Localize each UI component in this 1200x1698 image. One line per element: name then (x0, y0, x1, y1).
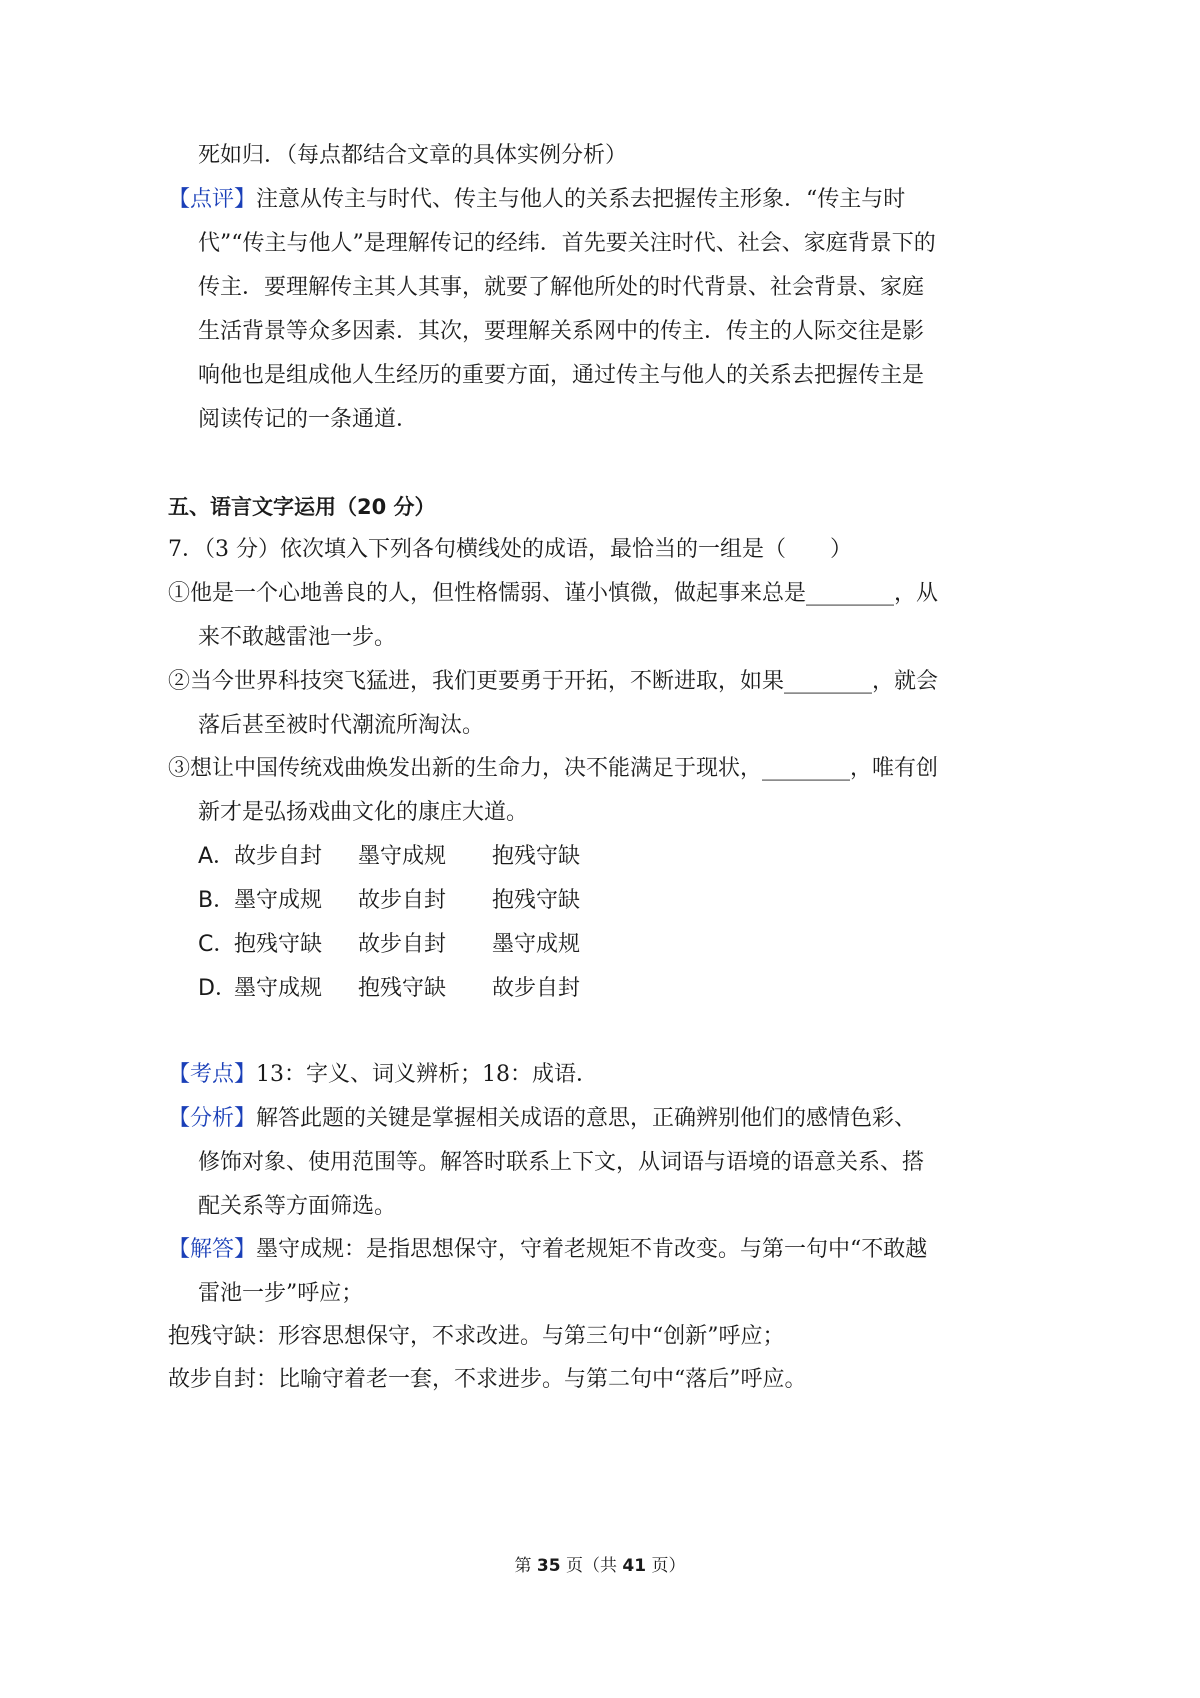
kaodian-line (168, 1051, 598, 1099)
intro-line: 死如归．（每点都结合文章的具体实例分析） (198, 143, 628, 168)
option-a (198, 833, 580, 881)
option-b (198, 877, 580, 925)
option-word-2: 墨守成规 (358, 844, 447, 869)
comment-line-5: 响他也是组成他人生经历的重要方面，通过传主与他人的关系去把握传主是 (198, 363, 925, 388)
jieda-line-2: 雷池一步”呼应； (198, 1281, 364, 1306)
option-word-1: 故步自封 (234, 844, 323, 869)
footer-mid: 页（共 (566, 1556, 617, 1576)
fenxi-line-2: 修饰对象、使用范围等。解答时联系上下文，从词语与语境的语意关系、搭 (198, 1150, 925, 1175)
page-footer (0, 1554, 1200, 1578)
fenxi-line-1 (168, 1095, 916, 1143)
question-stem: 7．（3 分）依次填入下列各句横线处的成语，最恰当的一组是（ ） (168, 537, 852, 562)
option-label: B． (198, 888, 236, 913)
kaodian-tag: 【考点】 (168, 1062, 257, 1087)
sentence-1-line-2: 来不敢越雷池一步。 (198, 625, 397, 650)
sentence-3-line-2: 新才是弘扬戏曲文化的康庄大道。 (198, 800, 529, 825)
footer-pre: 第 (514, 1556, 532, 1576)
option-d (198, 965, 580, 1013)
comment-line-1 (168, 176, 905, 224)
option-label: D． (198, 976, 237, 1001)
jieda-tag: 【解答】 (168, 1237, 257, 1262)
footer-post: 页） (651, 1556, 686, 1576)
option-c (198, 921, 580, 969)
comment-tag: 【点评】 (168, 187, 257, 212)
comment-line-2: 代”“传主与他人”是理解传记的经纬．首先要关注时代、社会、家庭背景下的 (198, 231, 936, 256)
option-word-3: 抱残守缺 (492, 888, 581, 913)
option-label: C． (198, 932, 236, 957)
jieda-line-3: 抱残守缺：形容思想保守，不求改进。与第三句中“创新”呼应； (168, 1324, 785, 1349)
fenxi-line-3: 配关系等方面筛选。 (198, 1194, 397, 1219)
comment-line-6: 阅读传记的一条通道． (198, 407, 419, 432)
option-word-1: 抱残守缺 (234, 932, 323, 957)
option-word-3: 墨守成规 (492, 932, 581, 957)
sentence-2-line-1: ②当今世界科技突飞猛进，我们更要勇于开拓，不断进取，如果________，就会 (168, 669, 939, 694)
option-label: A． (198, 844, 236, 869)
footer-total-pages: 41 (622, 1556, 647, 1576)
comment-line-4: 生活背景等众多因素．其次，要理解关系网中的传主．传主的人际交往是影 (198, 319, 925, 344)
comment-line-3: 传主．要理解传主其人其事，就要了解他所处的时代背景、社会背景、家庭 (198, 275, 925, 300)
option-word-3: 故步自封 (492, 976, 581, 1001)
option-word-1: 墨守成规 (234, 976, 323, 1001)
sentence-3-line-1: ③想让中国传统戏曲焕发出新的生命力，决不能满足于现状，________，唯有创 (168, 756, 939, 781)
sentence-2-line-2: 落后甚至被时代潮流所淘汰。 (198, 713, 485, 738)
kaodian-text: 13：字义、词义辨析；18：成语． (256, 1062, 599, 1087)
fenxi-tag: 【分析】 (168, 1106, 257, 1131)
sentence-1-line-1: ①他是一个心地善良的人，但性格懦弱、谨小慎微，做起事来总是________，从 (168, 581, 939, 606)
jieda-line-1 (168, 1226, 927, 1274)
option-word-3: 抱残守缺 (492, 844, 581, 869)
jieda-text-1: 墨守成规：是指思想保守，守着老规矩不肯改变。与第一句中“不敢越 (256, 1237, 928, 1262)
option-word-2: 故步自封 (358, 888, 447, 913)
comment-text-1: 注意从传主与时代、传主与他人的关系去把握传主形象．“传主与时 (256, 187, 906, 212)
option-word-2: 抱残守缺 (358, 976, 447, 1001)
option-word-1: 墨守成规 (234, 888, 323, 913)
section-heading: 五、语言文字运用（20 分） (168, 495, 436, 519)
option-word-2: 故步自封 (358, 932, 447, 957)
jieda-line-4: 故步自封：比喻守着老一套，不求进步。与第二句中“落后”呼应。 (168, 1367, 807, 1392)
footer-page-number: 35 (536, 1556, 561, 1576)
fenxi-text-1: 解答此题的关键是掌握相关成语的意思，正确辨别他们的感情色彩、 (256, 1106, 917, 1131)
